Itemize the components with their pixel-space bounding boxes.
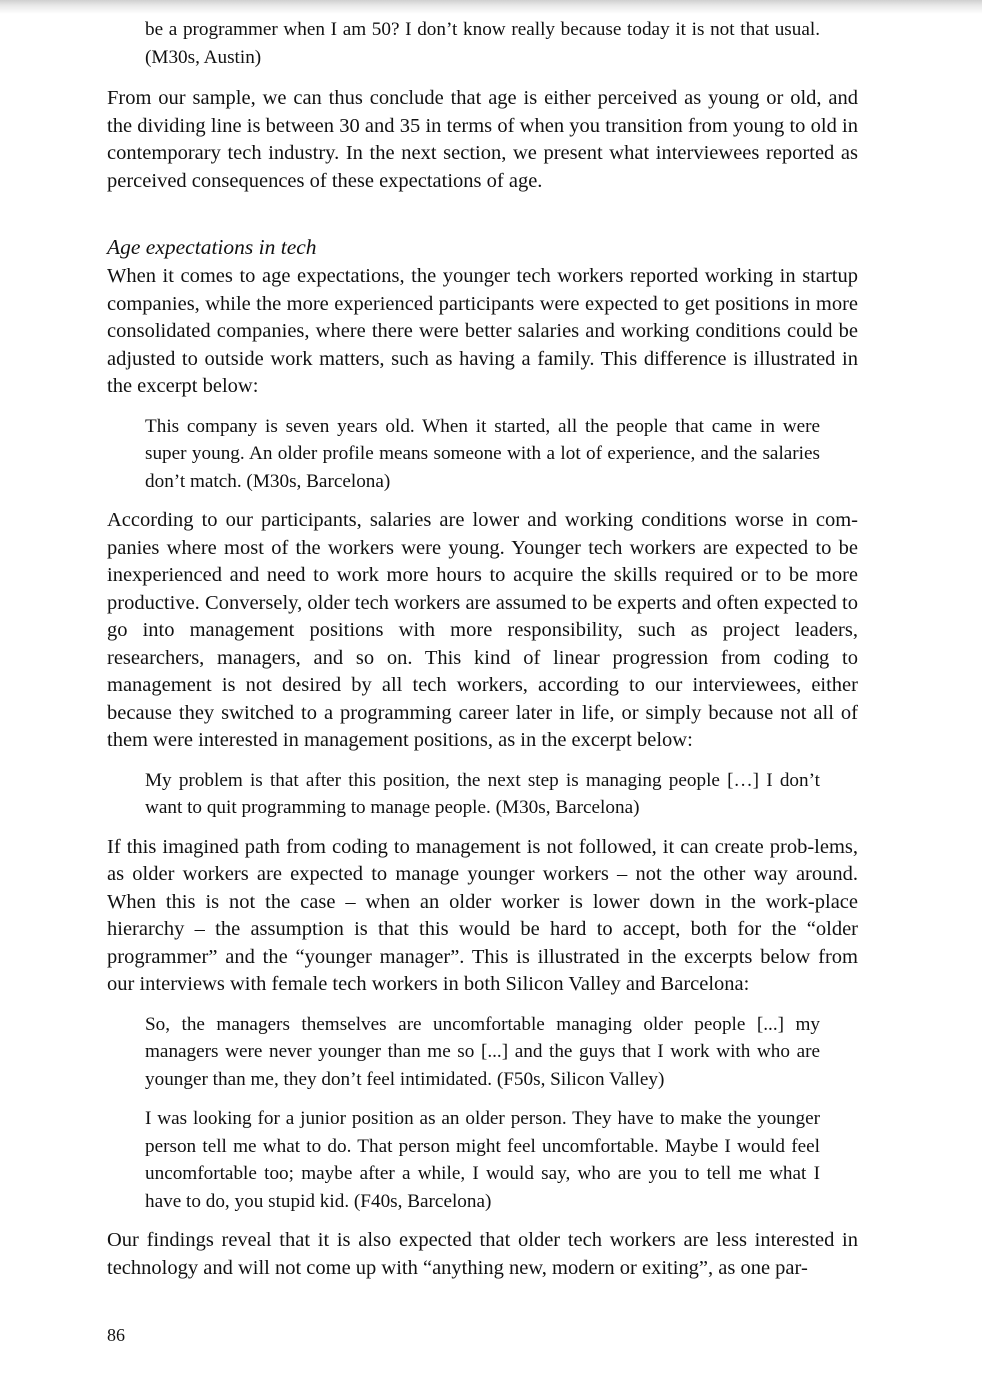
paragraph-conclusion: From our sample, we can thus conclude that age is either perceived as young or old, and the dividing line is between 30 and 35 in terms of when you transition from young to old in contemporary tech industry. In the next section, we present what interviewees reported as perceived consequences of these expectations of age. xyxy=(107,87,858,192)
block-quote-austin: be a programmer when I am 50? I don’t know really because today it is not that usual. (M30s, Austin) xyxy=(145,19,820,68)
paragraph-path: If this imagined path from coding to management is not followed, it can create prob-lems, as older workers are expected to manage younger workers – not the other way around. When this is not the case – when an older worker is lower down in the work-place hierarchy – the assumption is that this would be hard to accept, both for the “older programmer” and the “younger manager”. This is illustrated in the excerpts below from our interviews with female tech workers in both Silicon Valley and Barcelona: xyxy=(107,835,858,995)
block-quote-problem: My problem is that after this position, the next step is managing people […] I don’t want to quit programming to manage people. (M30s, Barcelona) xyxy=(145,769,820,818)
block-quote-company: This company is seven years old. When it started, all the people that came in were super young. An older profile means someone with a lot of experience, and the salaries don’t match. (M30s, Barcelona) xyxy=(145,415,820,492)
block-quote-managers: So, the managers themselves are uncomfortable managing older people [...] my managers were never younger than me so [...] and the guys that I work with who are younger than me, they don’t feel intimidated. (F50s, Silicon Valley) xyxy=(145,1013,820,1090)
block-quote-junior: I was looking for a junior position as an older person. They have to make the younger person tell me what to do. That person might feel uncomfortable. Maybe I would feel uncomfortable too; maybe after a while, I would say, who are you to tell me what I have to do, you stupid kid. (F40s, Barcelona) xyxy=(145,1108,820,1212)
section-heading: Age expectations in tech xyxy=(107,235,317,259)
viewer-top-shadow xyxy=(0,0,982,14)
page-body xyxy=(107,16,858,1282)
paragraph-findings: Our findings reveal that it is also expected that older tech workers are less interested in technology and will not come up with “anything new, modern or exiting”, as one par- xyxy=(107,1229,858,1279)
paragraph-salaries: According to our participants, salaries are lower and working conditions worse in com-panies where most of the workers were young. Younger tech workers are expected to be inexperienced and need to work more hours to acquire the skills required or to be more productive. Conversely, older tech workers are assumed to be experts and often expected to go into management positions with more responsibility, such as project leaders, researchers, managers, and so on. This kind of linear progression from coding to management is not desired by all tech workers, according to our interviewees, either because they switched to a programming career later in life, or simply because not all of them were interested in management positions, as in the excerpt below: xyxy=(107,509,858,751)
paragraph-age-expectations: When it comes to age expectations, the younger tech workers reported working in startup companies, while the more experienced participants were expected to get positions in more consolidated companies, where there were better salaries and working conditions could be adjusted to outside work matters, such as having a family. This difference is illustrated in the excerpt below: xyxy=(107,265,858,397)
page-number: 86 xyxy=(107,1325,125,1345)
